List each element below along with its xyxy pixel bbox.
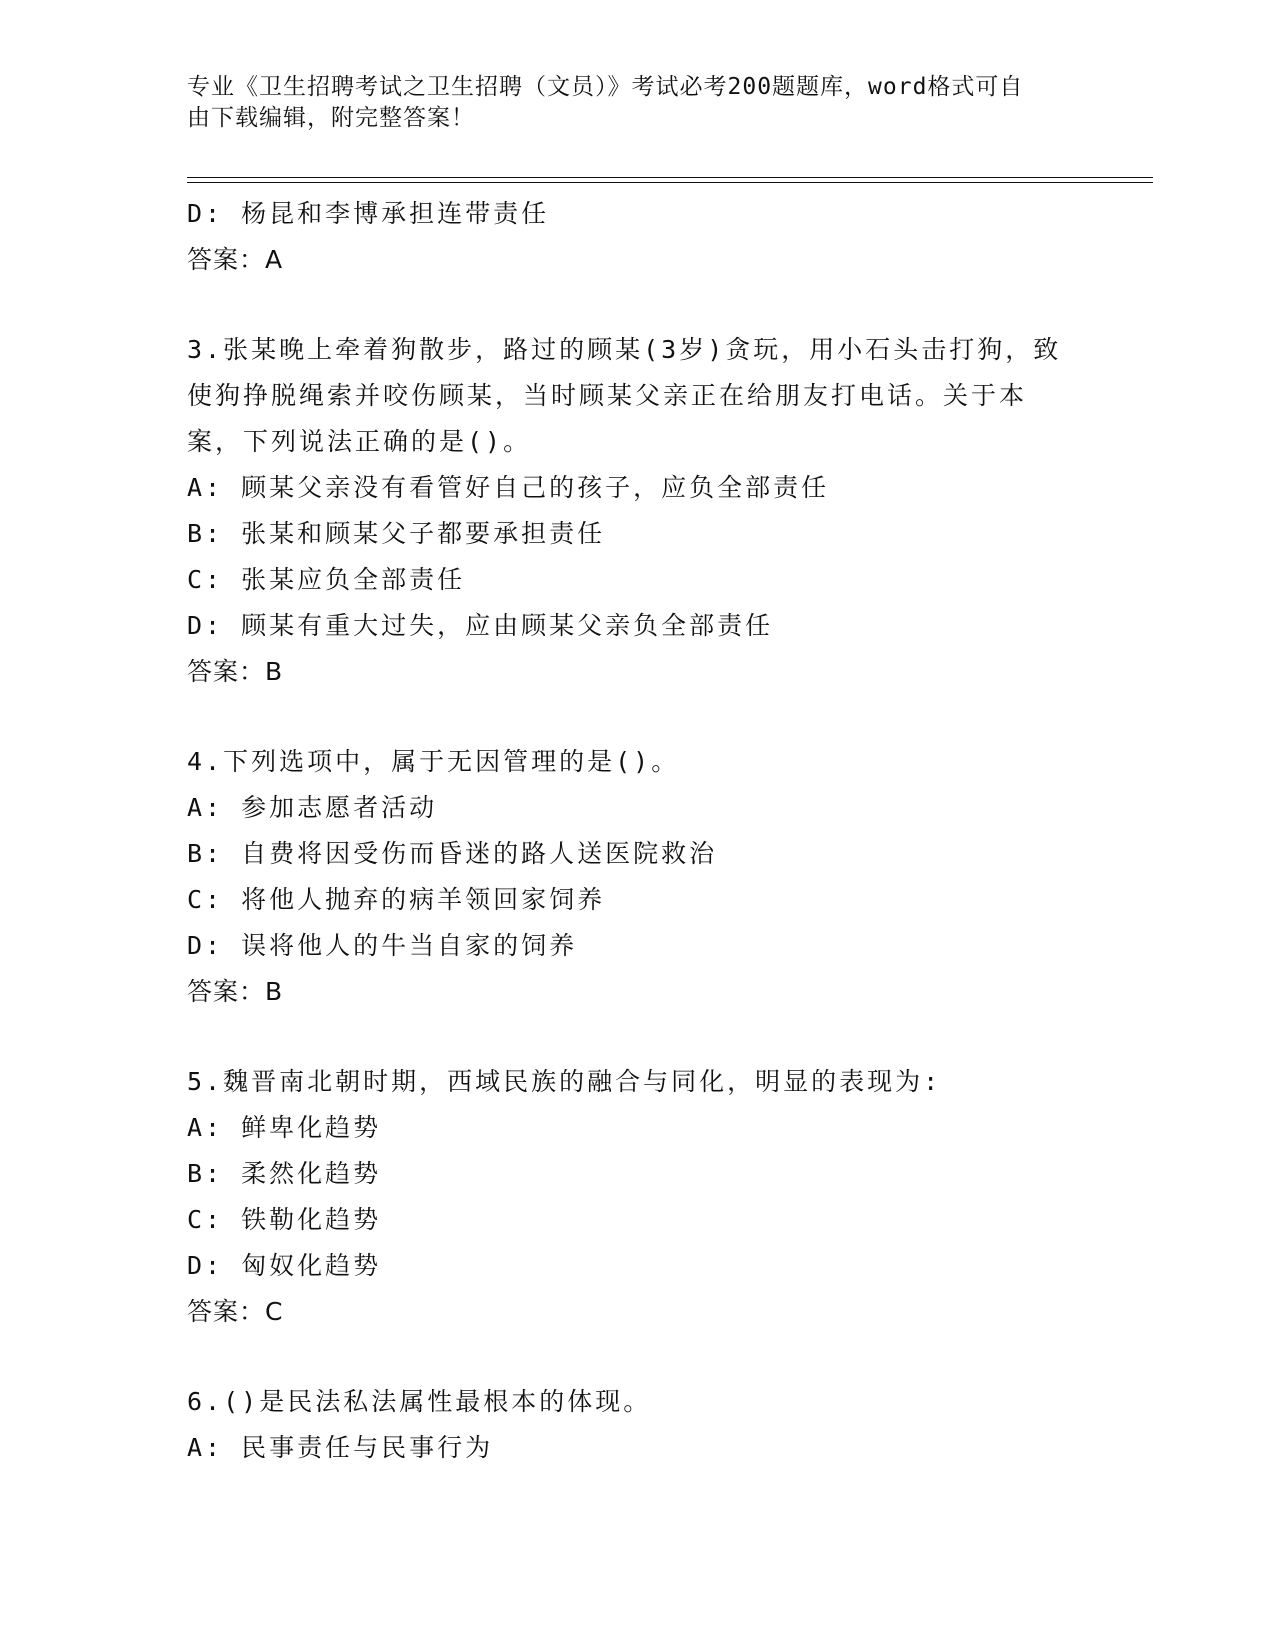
spacer [187,695,1087,739]
question-4-option-a: A: 参加志愿者活动 [187,793,438,822]
question-3-answer: 答案：B [187,657,284,686]
question-3-option-d: D: 顾某有重大过失，应由顾某父亲负全部责任 [187,611,774,640]
question-4-option-d: D: 误将他人的牛当自家的饲养 [187,931,578,960]
question-5-option-b: B: 柔然化趋势 [187,1159,382,1188]
question-5-stem: 5.魏晋南北朝时期，西域民族的融合与同化，明显的表现为: [187,1067,942,1096]
question-4-answer: 答案：B [187,977,284,1006]
question-5-answer: 答案：C [187,1297,284,1326]
spacer [187,1015,1087,1059]
question-3-option-c: C: 张某应负全部责任 [187,565,466,594]
spacer [187,1335,1087,1379]
question-5 [187,1059,1087,1335]
header-divider-bottom [187,182,1153,183]
question-list [187,191,1087,1471]
question-4-option-c: C: 将他人抛弃的病羊领回家饲养 [187,885,606,914]
question-6-option-a: A: 民事责任与民事行为 [187,1433,494,1462]
header-line-1: 专业《卫生招聘考试之卫生招聘（文员）》考试必考200题题库，word格式可自 [187,74,1024,100]
question-5-option-d: D: 匈奴化趋势 [187,1251,382,1280]
document-header [187,72,1067,134]
header-line-2: 由下载编辑，附完整答案！ [187,105,475,131]
question-3-stem-line-3: 案，下列说法正确的是()。 [187,427,532,456]
question-2-option-d: D: 杨昆和李博承担连带责任 [187,199,550,228]
question-5-option-c: C: 铁勒化趋势 [187,1205,382,1234]
header-divider-top [187,177,1153,178]
question-2-answer: 答案：A [187,245,284,274]
question-3-stem-line-1: 3.张某晚上牵着狗散步，路过的顾某(3岁)贪玩，用小石头击打狗，致 [187,335,1062,364]
question-6 [187,1379,1087,1471]
spacer [187,283,1087,327]
question-4 [187,739,1087,1015]
question-3-option-a: A: 顾某父亲没有看管好自己的孩子，应负全部责任 [187,473,830,502]
question-3-stem-line-2: 使狗挣脱绳索并咬伤顾某，当时顾某父亲正在给朋友打电话。关于本 [187,381,1028,410]
question-4-option-b: B: 自费将因受伤而昏迷的路人送医院救治 [187,839,718,868]
question-4-stem: 4.下列选项中，属于无因管理的是()。 [187,747,680,776]
question-5-option-a: A: 鲜卑化趋势 [187,1113,382,1142]
question-6-stem: 6.()是民法私法属性最根本的体现。 [187,1387,652,1416]
question-2-tail [187,191,1087,283]
question-3-option-b: B: 张某和顾某父子都要承担责任 [187,519,606,548]
question-3 [187,327,1087,695]
